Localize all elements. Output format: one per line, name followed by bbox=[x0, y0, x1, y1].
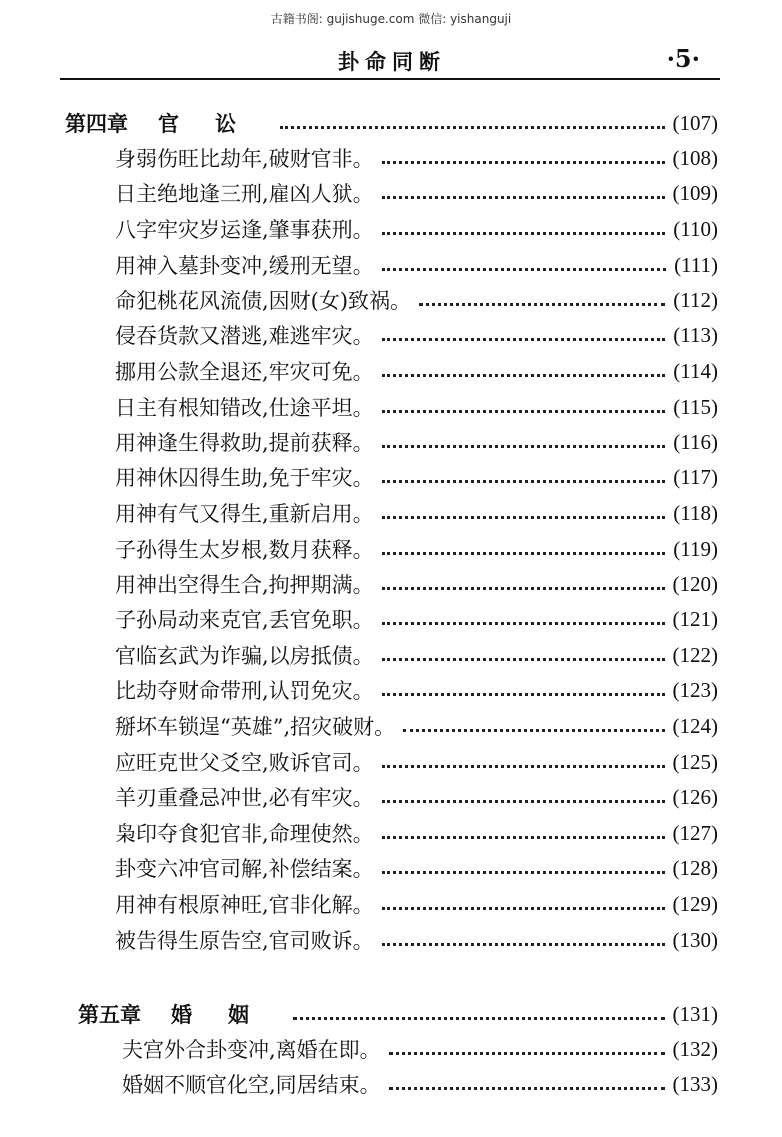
page-ref: (119) bbox=[673, 536, 718, 561]
dot-leader bbox=[382, 622, 665, 625]
entry-title: 被告得生原告空,官司败诉。 bbox=[115, 929, 374, 953]
page-ref: (129) bbox=[672, 891, 718, 916]
page-ref: (115) bbox=[673, 394, 718, 419]
chapter-heading[interactable] bbox=[78, 999, 718, 1029]
page-ref: (124) bbox=[672, 713, 718, 738]
page-ref: (133) bbox=[672, 1071, 718, 1096]
dot-leader bbox=[382, 658, 665, 661]
page-ref: (122) bbox=[672, 642, 718, 667]
dot-leader bbox=[382, 374, 666, 377]
chapter-name: 官讼 bbox=[158, 111, 272, 136]
chapter-number: 第五章 bbox=[78, 1002, 141, 1027]
dot-leader bbox=[382, 410, 666, 413]
page-ref: (118) bbox=[673, 500, 718, 525]
entry-title: 子孙局动来克官,丢官免职。 bbox=[115, 608, 374, 632]
page-ref: (127) bbox=[672, 820, 718, 845]
page-ref: (120) bbox=[672, 571, 718, 596]
page-ref: (126) bbox=[672, 784, 718, 809]
dot-leader bbox=[382, 907, 665, 910]
entry-title: 用神有根原神旺,官非化解。 bbox=[115, 893, 374, 917]
entry-title: 应旺克世父爻空,败诉官司。 bbox=[115, 751, 374, 775]
toc-entry[interactable] bbox=[115, 392, 718, 422]
entry-title: 日主绝地逢三刑,雇凶人狱。 bbox=[115, 182, 374, 206]
page-ref: (131) bbox=[672, 1001, 718, 1026]
page-ref: (128) bbox=[672, 855, 718, 880]
entry-title: 命犯桃花风流债,因财(女)致祸。 bbox=[115, 289, 412, 313]
entry-title: 子孙得生太岁根,数月获释。 bbox=[115, 538, 374, 562]
dot-leader bbox=[382, 871, 665, 874]
dot-leader bbox=[419, 303, 665, 306]
toc-entry[interactable] bbox=[115, 818, 718, 848]
page-ref: (117) bbox=[673, 464, 718, 489]
toc-entry[interactable] bbox=[115, 143, 718, 173]
entry-title: 用神入墓卦变冲,缓刑无望。 bbox=[115, 254, 374, 278]
chapter-number: 第四章 bbox=[65, 111, 128, 136]
toc-entry[interactable] bbox=[115, 534, 718, 564]
toc-entry[interactable] bbox=[122, 1069, 718, 1099]
toc-entry[interactable] bbox=[115, 250, 718, 280]
dot-leader bbox=[382, 232, 666, 235]
page-ref: (110) bbox=[673, 216, 718, 241]
page-number: ·5· bbox=[666, 44, 700, 73]
page-ref: (132) bbox=[672, 1036, 718, 1061]
chapter-name: 婚姻 bbox=[171, 1002, 285, 1027]
dot-leader bbox=[382, 338, 666, 341]
page-ref: (114) bbox=[673, 358, 718, 383]
page-ref: (121) bbox=[672, 606, 718, 631]
page-ref: (113) bbox=[673, 322, 718, 347]
entry-title: 用神有气又得生,重新启用。 bbox=[115, 502, 374, 526]
entry-title: 用神休囚得生助,免于牢灾。 bbox=[115, 466, 374, 490]
entry-title: 枭印夺食犯官非,命理使然。 bbox=[115, 822, 374, 846]
toc-entry[interactable] bbox=[115, 214, 718, 244]
dot-leader bbox=[382, 552, 666, 555]
entry-title: 比劫夺财命带刑,认罚免灾。 bbox=[115, 679, 374, 703]
entry-title: 羊刃重叠忌冲世,必有牢灾。 bbox=[115, 786, 374, 810]
dot-leader bbox=[382, 196, 665, 199]
dot-leader bbox=[382, 480, 666, 483]
toc-entry[interactable] bbox=[115, 427, 718, 457]
entry-title: 身弱伤旺比劫年,破财官非。 bbox=[115, 147, 374, 171]
dot-leader bbox=[382, 516, 666, 519]
entry-title: 用神出空得生合,拘押期满。 bbox=[115, 573, 374, 597]
page-ref: (123) bbox=[672, 677, 718, 702]
dot-leader bbox=[382, 943, 665, 946]
toc-entry[interactable] bbox=[115, 711, 718, 741]
entry-title: 侵吞货款又潜逃,难逃牢灾。 bbox=[115, 324, 374, 348]
dot-leader bbox=[382, 765, 665, 768]
chapter-heading[interactable] bbox=[65, 108, 718, 138]
dot-leader bbox=[389, 1087, 665, 1090]
toc-entry[interactable] bbox=[115, 320, 718, 350]
entry-title: 掰坏车锁逞“英雄”,招灾破财。 bbox=[115, 715, 396, 739]
toc-entry[interactable] bbox=[115, 178, 718, 208]
toc-entry[interactable] bbox=[115, 285, 718, 315]
dot-leader bbox=[382, 587, 665, 590]
page-ref: (112) bbox=[673, 287, 718, 312]
toc-entry[interactable] bbox=[115, 782, 718, 812]
page-ref: (109) bbox=[672, 180, 718, 205]
entry-title: 用神逢生得救助,提前获释。 bbox=[115, 431, 374, 455]
toc-entry[interactable] bbox=[115, 604, 718, 634]
entry-title: 卦变六冲官司解,补偿结案。 bbox=[115, 857, 374, 881]
toc-entry[interactable] bbox=[122, 1034, 718, 1064]
page-ref: (108) bbox=[672, 145, 718, 170]
dot-leader bbox=[293, 1017, 665, 1020]
toc-entry[interactable] bbox=[115, 356, 718, 386]
dot-leader bbox=[382, 836, 665, 839]
dot-leader bbox=[382, 800, 665, 803]
toc-entry[interactable] bbox=[115, 925, 718, 955]
dot-leader bbox=[382, 161, 665, 164]
toc-entry[interactable] bbox=[115, 462, 718, 492]
header-rule bbox=[60, 78, 720, 80]
toc-entry[interactable] bbox=[115, 498, 718, 528]
entry-title: 夫宫外合卦变冲,离婚在即。 bbox=[122, 1038, 381, 1062]
dot-leader bbox=[382, 445, 666, 448]
watermark: 古籍书阁: gujishuge.com 微信: yishanguji bbox=[270, 12, 512, 26]
entry-title: 日主有根知错改,仕途平坦。 bbox=[115, 396, 374, 420]
dot-leader bbox=[403, 729, 664, 732]
page-ref: (125) bbox=[672, 749, 718, 774]
dot-leader bbox=[389, 1052, 665, 1055]
toc-entry[interactable] bbox=[115, 640, 718, 670]
entry-title: 挪用公款全退还,牢灾可免。 bbox=[115, 360, 374, 384]
toc-entry[interactable] bbox=[115, 889, 718, 919]
page-ref: (130) bbox=[672, 927, 718, 952]
toc-entry[interactable] bbox=[115, 675, 718, 705]
dot-leader bbox=[382, 268, 666, 271]
toc-entry[interactable] bbox=[115, 747, 718, 777]
page-ref: (116) bbox=[673, 429, 718, 454]
entry-title: 八字牢灾岁运逢,肇事获刑。 bbox=[115, 218, 374, 242]
entry-title: 婚姻不顺官化空,同居结束。 bbox=[122, 1073, 381, 1097]
toc-entry[interactable] bbox=[115, 853, 718, 883]
page-ref: (111) bbox=[674, 252, 718, 277]
toc-entry[interactable] bbox=[115, 569, 718, 599]
dot-leader bbox=[280, 126, 665, 129]
book-title: 卦命同断 bbox=[338, 49, 446, 74]
page-ref: (107) bbox=[672, 110, 718, 135]
running-head bbox=[60, 44, 718, 76]
dot-leader bbox=[382, 693, 665, 696]
entry-title: 官临玄武为诈骗,以房抵债。 bbox=[115, 644, 374, 668]
